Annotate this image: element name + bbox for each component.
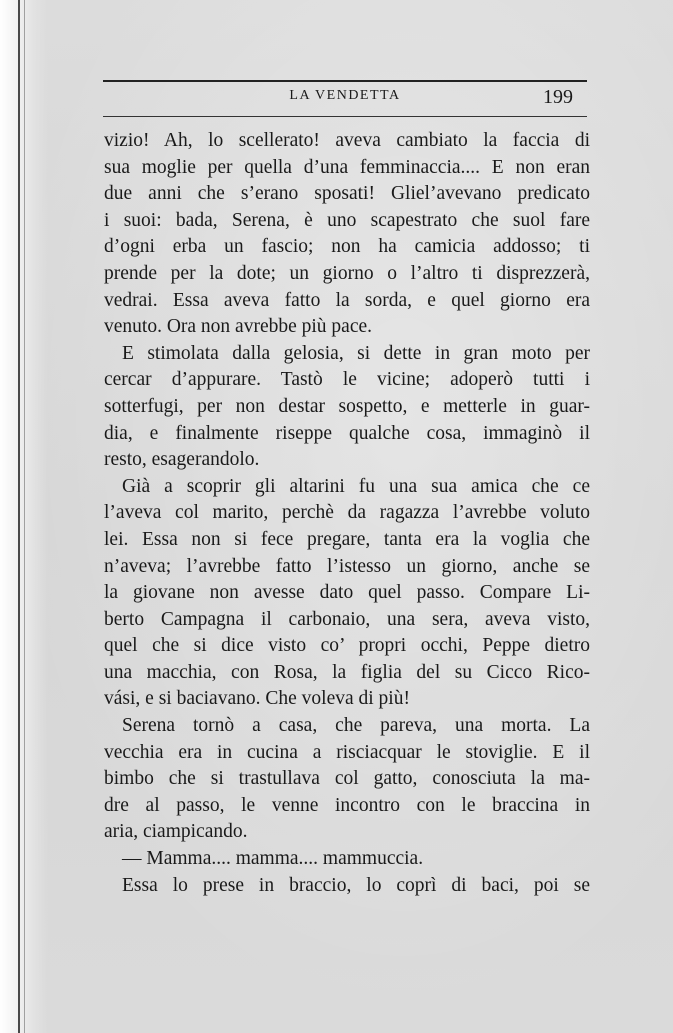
running-title: LA VENDETTA	[289, 88, 401, 103]
text-line: Serena tornò a casa, che pareva, una morta. La	[122, 715, 590, 737]
text-line: E stimolata dalla gelosia, si dette in gran moto per	[122, 342, 590, 364]
text-line: Essa lo prese in braccio, lo coprì di baci, poi se	[122, 874, 590, 896]
text-line: una macchia, con Rosa, la figlia del su Cicco Rico-	[104, 661, 590, 683]
text-line: dre al passo, le venne incontro con le braccina in	[104, 794, 590, 816]
text-line: i suoi: bada, Serena, è uno scapestrato che suol fare	[104, 209, 590, 231]
text-line: vedrai. Essa aveva fatto la sorda, e quel giorno era	[104, 289, 590, 311]
text-line: d’ogni erba un fascio; non ha camicia addosso; ti	[104, 236, 590, 258]
text-line: l’aveva col marito, perchè da ragazza l’avrebbe voluto	[104, 502, 590, 524]
text-line: vási, e si baciavano. Che voleva di più!	[104, 688, 410, 710]
text-line: venuto. Ora non avrebbe più pace.	[104, 316, 373, 338]
text-line: — Mamma.... mamma.... mammuccia.	[122, 848, 424, 870]
text-line: bimbo che si trastullava col gatto, conosciuta la ma-	[104, 768, 590, 790]
text-line: la giovane non avesse dato quel passo. Compare Li-	[104, 582, 590, 604]
body-text	[104, 128, 590, 899]
page-number: 199	[543, 86, 573, 108]
text-line: n’aveva; l’avrebbe fatto l’istesso un giorno, anche se	[104, 555, 590, 577]
text-line: vecchia era in cucina a risciacquar le stoviglie. E il	[104, 741, 590, 763]
text-line: dia, e finalmente riseppe qualche cosa, immaginò il	[104, 422, 590, 444]
header-rule-bottom	[103, 116, 587, 117]
text-line: vizio! Ah, lo scellerato! aveva cambiato la faccia di	[104, 130, 590, 151]
text-line: cercar d’appurare. Tastò le vicine; adoperò tutti i	[104, 369, 590, 391]
text-line: aria, ciampicando.	[104, 821, 248, 843]
text-line: berto Campagna il carbonaio, una sera, aveva visto,	[104, 608, 590, 630]
text-line: sua moglie per quella d’una femminaccia.... E non eran	[104, 156, 590, 178]
binding-edge-line	[18, 0, 20, 1033]
text-line: resto, esagerandolo.	[104, 449, 260, 471]
binding-edge-line-secondary	[24, 0, 25, 1033]
text-line: due anni che s’erano sposati! Gliel’avevano predicato	[104, 183, 590, 205]
text-line: prende per la dote; un giorno o l’altro ti disprezzerà,	[104, 262, 590, 284]
text-line: Già a scoprir gli altarini fu una sua amica che ce	[122, 475, 590, 497]
running-header	[103, 86, 587, 110]
header-rule-top	[103, 80, 587, 82]
text-line: lei. Essa non si fece pregare, tanta era la voglia che	[104, 528, 590, 550]
text-line: sotterfugi, per non destar sospetto, e metterle in guar-	[104, 395, 590, 417]
text-line: quel che si dice visto co’ propri occhi, Peppe dietro	[104, 635, 590, 657]
